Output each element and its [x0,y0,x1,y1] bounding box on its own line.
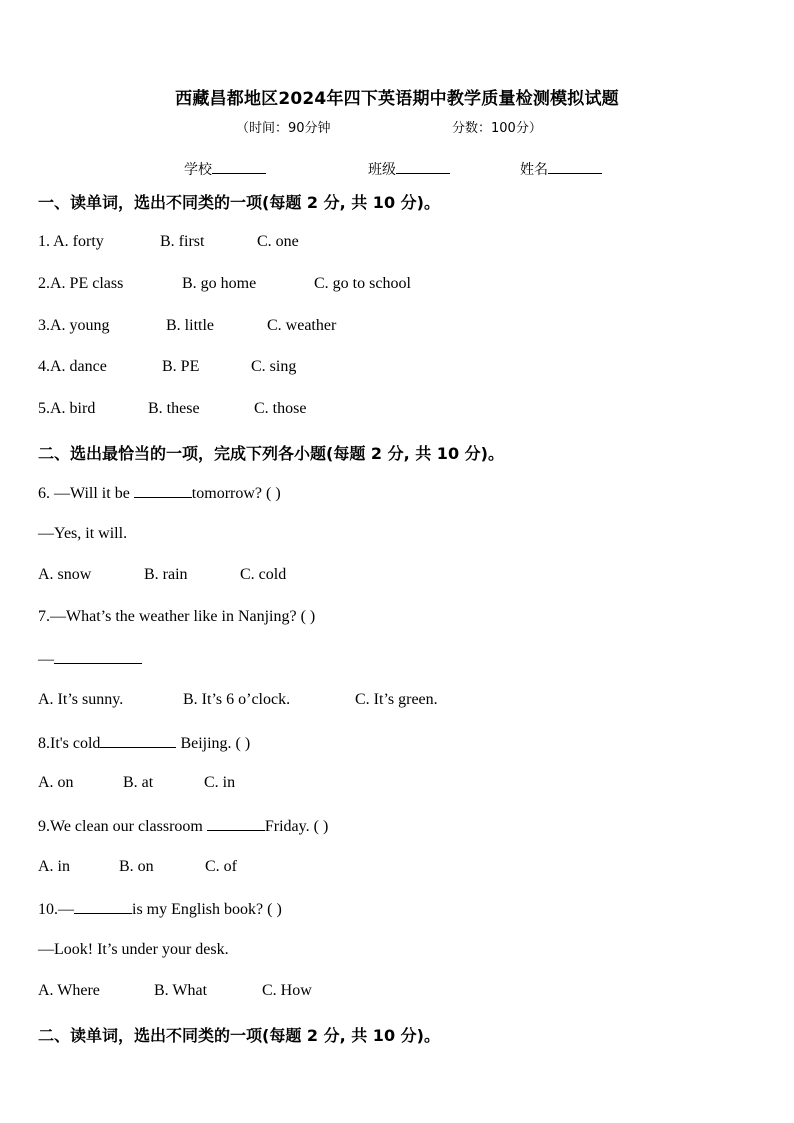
school-field [184,159,266,179]
question-7-options [38,691,438,709]
question-10-reply: —Look! It’s under your desk. [38,941,229,958]
option-b: B. first [160,233,205,250]
option-a: 2.A. PE class [38,275,124,292]
option-a: A. It’s sunny. [38,691,124,708]
option-a: A. snow [38,566,92,583]
option-a: A. on [38,774,74,791]
option-c: C. those [254,400,307,417]
option-c: C. weather [267,317,337,334]
class-field [368,159,450,179]
question-9-stem [38,816,328,836]
exam-score: 分数：100分） [452,121,542,136]
name-label: 姓名 [520,162,548,178]
q6-text-post: tomorrow? ( ) [191,485,281,502]
school-label: 学校 [184,162,212,178]
question-6-reply: —Yes, it will. [38,525,128,542]
option-a: 1. A. forty [38,233,104,250]
option-b: B. PE [162,358,200,375]
q6-blank [134,483,192,498]
question-8-stem [38,733,250,753]
option-b: B. go home [182,275,257,292]
question-9-options [38,858,237,876]
class-blank [396,161,450,174]
q7-dash: — [38,651,54,668]
option-a: A. in [38,858,70,875]
q7-blank [54,649,142,664]
q9-text-post: Friday. ( ) [264,818,329,835]
option-c: C. of [205,858,237,875]
question-1 [38,233,299,251]
q10-text-post: is my English book? ( ) [132,901,282,918]
name-field [520,159,602,179]
q8-blank [100,733,176,748]
option-c: C. go to school [314,275,411,292]
option-c: C. one [257,233,299,250]
name-blank [548,161,602,174]
option-b: B. rain [144,566,188,583]
option-c: C. sing [251,358,297,375]
q8-text-pre: 8.It's cold [38,735,101,752]
question-6-options [38,566,286,584]
option-a: A. Where [38,982,100,999]
class-label: 班级 [368,162,396,178]
q9-blank [207,816,265,831]
page-title: 西藏昌都地区2024年四下英语期中教学质量检测模拟试题 [175,89,619,109]
option-b: B. on [119,858,154,875]
option-b: B. at [123,774,154,791]
question-7-stem: 7.—What’s the weather like in Nanjing? ( ) [38,608,316,625]
question-10-stem [38,899,282,919]
option-c: C. How [262,982,312,999]
section-heading-3: 二、读单词，选出不同类的一项(每题 2 分, 共 10 分)。 [38,1026,440,1045]
exam-time: （时间：90分钟 [236,121,331,136]
q10-text-pre: 10.— [38,901,74,918]
question-8-options [38,774,235,792]
school-blank [212,161,266,174]
option-b: B. What [154,982,208,999]
question-5 [38,400,306,418]
q10-blank [74,899,132,914]
option-b: B. these [148,400,200,417]
option-b: B. little [166,317,214,334]
option-c: C. cold [240,566,287,583]
q6-text-pre: 6. —Will it be [38,485,130,502]
section-heading-1: 一、读单词，选出不同类的一项(每题 2 分, 共 10 分)。 [38,193,440,212]
option-a: 4.A. dance [38,358,107,375]
option-c: C. in [204,774,236,791]
q8-text-post: Beijing. ( ) [180,735,251,752]
question-7-reply [38,649,142,669]
question-2 [38,275,411,293]
section-heading-2: 二、选出最恰当的一项，完成下列各小题(每题 2 分, 共 10 分)。 [38,444,504,463]
question-3 [38,317,336,335]
option-a: 5.A. bird [38,400,96,417]
option-b: B. It’s 6 o’clock. [183,691,291,708]
question-4 [38,358,296,376]
option-a: 3.A. young [38,317,110,334]
question-6-stem [38,483,281,503]
option-c: C. It’s green. [355,691,438,708]
question-10-options [38,982,312,1000]
q9-text-pre: 9.We clean our classroom [38,818,203,835]
